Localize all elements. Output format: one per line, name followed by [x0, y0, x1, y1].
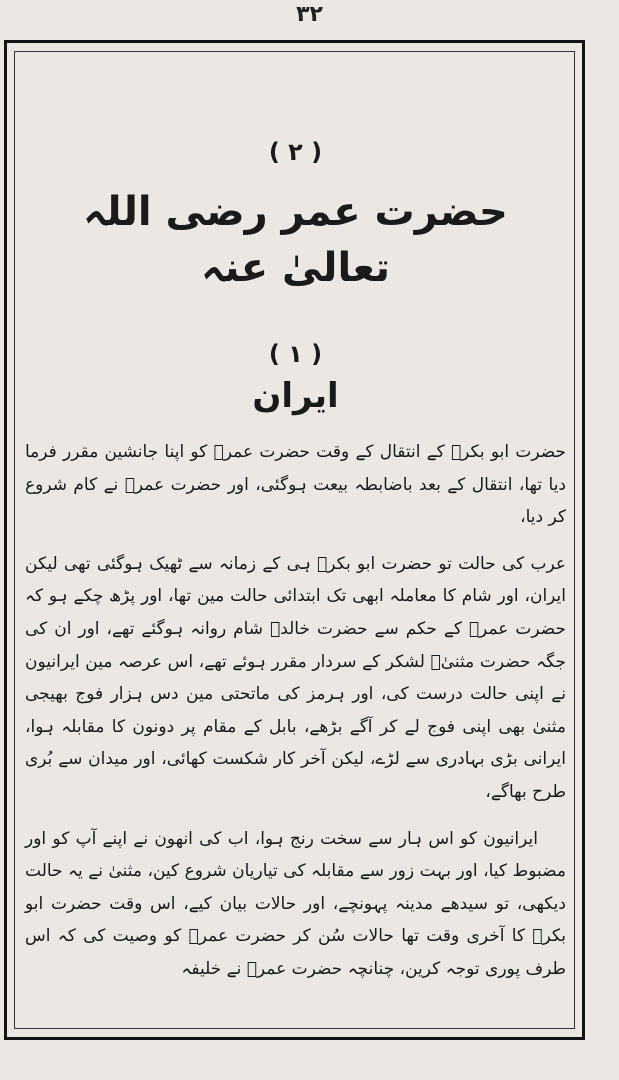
page-content [25, 138, 566, 1037]
page-border [4, 40, 585, 1040]
paragraph-1: حضرت ابو بکرؓ کے انتقال کے وقت حضرت عمرؓ کو اپنا جانشین مقرر فرما دیا تھا، انتقال کے بعد باضابطہ بیعت ہوگئی، اور حضرت عمرؓ نے کام شروع کر دیا، [25, 442, 566, 528]
chapter-title: حضرت عمر رضی اللہ تعالیٰ عنہ [83, 189, 508, 291]
section-title: ایران [252, 376, 339, 416]
section-number: ( ۱ ) [268, 340, 323, 368]
paragraph-3: ایرانیون کو اس ہار سے سخت رنج ہوا، اب کی انھون نے اپنے آپ کو اور مضبوط کیا، اور بہت زور سے مقابلہ کی تیاریان شروع کین، مثنیٰ نے یہ حالت دیکھی، تو سیدھے مدینہ پہونچے، اور حالات بیان کیے، اس وقت حضرت ابو بکرؓ کا آخری وقت تھا حالات سُن کر حضرت عمرؓ کو وصیت کی کہ اس طرف پوری توجہ کرین، چنانچہ حضرت عمرؓ نے خلیفہ [25, 828, 566, 979]
chapter-number: ( ۲ ) [268, 138, 323, 166]
paragraph-2: عرب کی حالت تو حضرت ابو بکرؓ ہی کے زمانہ سے ٹھیک ہوگئی تھی لیکن ایران، اور شام کا معاملہ ابھی تک ابتدائی حالت مین تھا، اور پڑھ چکے ہو کہ حضرت عمرؓ کے حکم سے حضرت خالدؓ شام روانہ ہوگئے تھے، اور ان کی جگہ حضرت مثنیٰؓ لشکر کے سردار مقرر ہوئے تھے، اس عرصہ مین ایرانیون نے اپنی حالت درست کی، اور ہرمز کی ماتحتی مین دس ہزار فوج بھیجی مثنیٰ بھی اپنی فوج لے کر آگے بڑھے، بابل کے مقام پر دونون کا مقابلہ ہوا، ایرانی بڑی بہادری سے لڑے، لیکن آخر کار شکست کھائی، اور میدان سے بُری طرح بھاگے، [25, 553, 566, 802]
page-number: ۳۲ [296, 2, 323, 27]
